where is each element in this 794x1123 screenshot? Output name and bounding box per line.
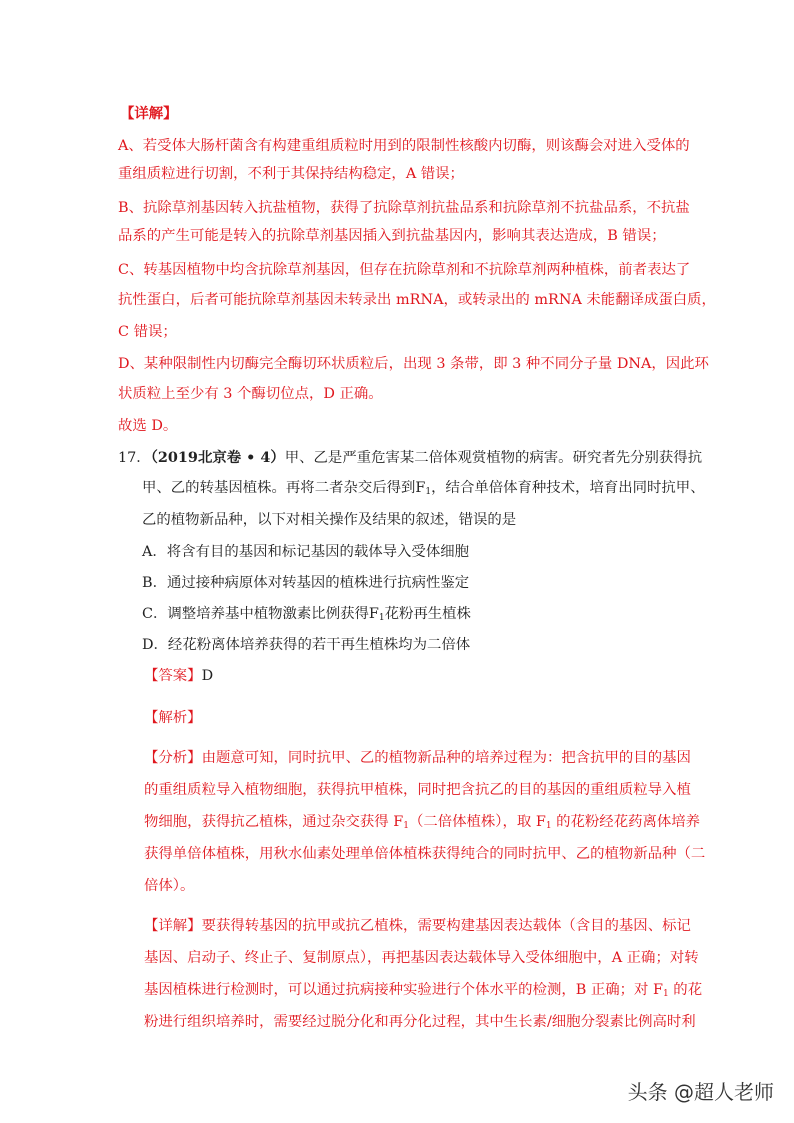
xiangjie-line-1: 【详解】要获得转基因的抗甲或抗乙植株，需要构建基因表达载体（含目的基因、标记 bbox=[144, 918, 691, 934]
detail-line-8: D、某种限制性内切酶完全酶切环状质粒后，出现 3 条带，即 3 种不同分子量 DNA，因此环 bbox=[118, 356, 709, 372]
fenxi-line-3: 物细胞，获得抗乙植株，通过杂交获得 $F_1$（二倍体植株），取 $F_1$ 的花粉经花药离体培养 bbox=[144, 814, 701, 831]
question-17 bbox=[118, 448, 702, 468]
detail-line-7: C 错误； bbox=[118, 324, 177, 340]
watermark: 头条 @超人老师 bbox=[627, 1080, 774, 1104]
detail-line-2: 重组质粒进行切割，不利于其保持结构稳定，A 错误； bbox=[118, 166, 464, 182]
question-stem-line-3: 乙的植物新品种，以下对相关操作及结果的叙述，错误的是 bbox=[142, 512, 517, 528]
answer-value: D bbox=[201, 668, 214, 684]
answer-line bbox=[144, 666, 213, 686]
fenxi-line-1: 【分析】由题意可知，同时抗甲、乙的植物新品种的培养过程为：把含抗甲的目的基因 bbox=[144, 750, 691, 766]
detail-line-1: A、若受体大肠杆菌含有构建重组质粒时用到的限制性核酸内切酶，则该酶会对进入受体的 bbox=[118, 138, 690, 154]
question-number: 17． bbox=[118, 450, 151, 466]
analysis-label: 【解析】 bbox=[144, 710, 202, 726]
fenxi-line-4: 获得单倍体植株，用秋水仙素处理单倍体植株获得纯合的同时抗甲、乙的植物新品种（二 bbox=[144, 846, 706, 862]
xiangjie-label: 【详解】 bbox=[144, 918, 202, 934]
detail-line-9: 状质粒上至少有 3 个酶切位点，D 正确。 bbox=[118, 386, 383, 402]
question-source: （2019北京卷 • 4） bbox=[150, 449, 285, 466]
option-c: C．调整培养基中植物激素比例获得$F_1$花粉再生植株 bbox=[142, 606, 471, 623]
question-stem-1: 甲、乙是严重危害某二倍体观赏植物的病害。研究者先分别获得抗 bbox=[284, 450, 703, 466]
fenxi-line-5: 倍体）。 bbox=[144, 878, 195, 894]
detail-line-3: B、抗除草剂基因转入抗盐植物，获得了抗除草剂抗盐品系和抗除草剂不抗盐品系，不抗盐 bbox=[118, 200, 690, 216]
option-d: D．经花粉离体培养获得的若干再生植株均为二倍体 bbox=[142, 637, 471, 653]
answer-label: 【答案】 bbox=[144, 668, 202, 684]
option-b: B．通过接种病原体对转基因的植株进行抗病性鉴定 bbox=[142, 575, 470, 591]
fenxi-line-2: 的重组质粒导入植物细胞，获得抗甲植株，同时把含抗乙的目的基因的重组质粒导入植 bbox=[144, 782, 691, 798]
question-stem-line-2: 甲、乙的转基因植株。再将二者杂交后得到$F_1$，结合单倍体育种技术，培育出同时抗甲、 bbox=[142, 480, 705, 497]
detail-line-5: C、转基因植物中均含抗除草剂基因，但存在抗除草剂和不抗除草剂两种植株，前者表达了 bbox=[118, 262, 691, 278]
xiangjie-line-2: 基因、启动子、终止子、复制原点），再把基因表达载体导入受体细胞中，A 正确；对转 bbox=[144, 950, 699, 966]
section-header-detail: 【详解】 bbox=[120, 105, 178, 122]
xiangjie-line-4: 粉进行组织培养时，需要经过脱分化和再分化过程，其中生长素/细胞分裂素比例高时利 bbox=[144, 1014, 696, 1030]
fenxi-label: 【分析】 bbox=[144, 750, 202, 766]
xiangjie-line-3: 基因植株进行检测时，可以通过抗病接种实验进行个体水平的检测，B 正确；对 $F_1$ 的花 bbox=[144, 982, 703, 999]
detail-line-6: 抗性蛋白，后者可能抗除草剂基因未转录出 mRNA，或转录出的 mRNA 未能翻译成蛋白质， bbox=[118, 292, 716, 308]
detail-conclusion: 故选 D。 bbox=[118, 418, 178, 434]
detail-line-4: 品系的产生可能是转入的抗除草剂基因插入到抗盐基因内，影响其表达造成，B 错误； bbox=[118, 228, 666, 244]
option-a: A．将含有目的基因和标记基因的载体导入受体细胞 bbox=[142, 544, 469, 560]
